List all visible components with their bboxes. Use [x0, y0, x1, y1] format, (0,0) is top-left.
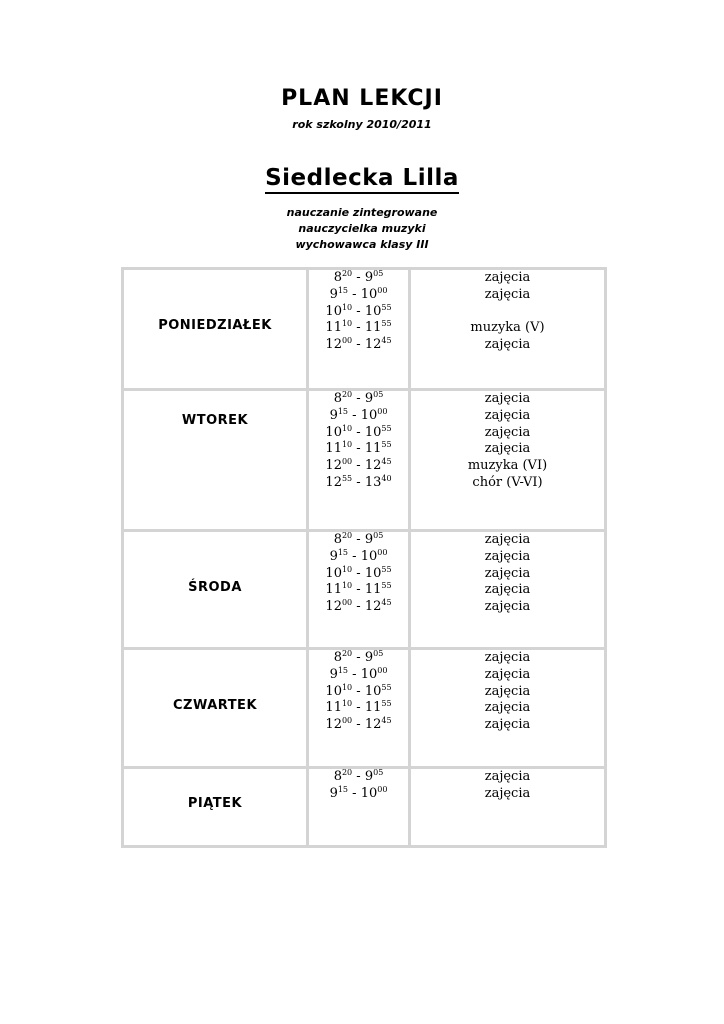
time-slot: $8^{20} - 9^{05}$: [333, 390, 384, 406]
slot-end-hour: 12: [364, 458, 382, 474]
day-row: [123, 390, 606, 531]
slot-end-minute: 00: [377, 285, 388, 295]
time-slot: $12^{00} - 12^{45}$: [325, 598, 392, 615]
subject-entry: zajęcia: [484, 270, 531, 285]
school-year: rok szkolny 2010/2011: [292, 118, 432, 131]
subject-entry: zajęcia: [484, 683, 531, 699]
time-slot: $12^{00} - 12^{45}$: [325, 457, 392, 474]
subject-entry: zajęcia: [484, 286, 531, 302]
slot-end-minute: 45: [381, 598, 392, 608]
slot-end-minute: 55: [381, 319, 392, 329]
slot-start-hour: 12: [325, 717, 342, 733]
slot-start-minute: 10: [341, 423, 353, 433]
slot-end-hour: 12: [364, 599, 382, 615]
slot-start-minute: 00: [341, 457, 353, 467]
slot-start-minute: 10: [341, 319, 353, 329]
subject-entry: zajęcia: [484, 785, 531, 801]
subject-entry: zajęcia: [484, 717, 531, 733]
slot-start-hour: 11: [325, 441, 342, 457]
day-label: CZWARTEK: [172, 698, 258, 713]
time-slot: $9^{15} - 10^{00}$: [329, 285, 388, 302]
slot-end-minute: 55: [381, 581, 392, 591]
slot-end-hour: 12: [364, 337, 382, 353]
slot-end-hour: 10: [364, 424, 382, 440]
teacher-roles: [0, 205, 724, 253]
slot-start-minute: 00: [341, 598, 353, 608]
slot-end-minute: 55: [381, 423, 392, 433]
subjects-cell: [410, 531, 606, 649]
slot-start-minute: 10: [341, 699, 353, 709]
time-slot: $12^{00} - 12^{45}$: [325, 336, 392, 353]
slot-start-hour: 12: [325, 474, 342, 490]
slot-start-minute: 15: [337, 547, 349, 557]
day-cell: [123, 649, 308, 768]
subjects-cell: [410, 649, 606, 768]
time-slot: $10^{10} - 10^{55}$: [325, 682, 392, 699]
slot-end-hour: 10: [364, 303, 382, 319]
slot-end-minute: 55: [381, 302, 392, 312]
day-row: [123, 531, 606, 649]
slot-start-minute: 00: [341, 336, 353, 346]
slot-start-minute: 15: [337, 285, 349, 295]
role-line: nauczycielka muzyki: [298, 222, 426, 235]
slot-start-minute: 20: [341, 768, 353, 777]
time-slot: $11^{10} - 11^{55}$: [325, 440, 392, 457]
slot-start-minute: 10: [341, 581, 353, 591]
slot-end-hour: 11: [364, 582, 382, 598]
subject-entry: zajęcia: [484, 769, 531, 784]
subject-entry: zajęcia: [484, 548, 531, 564]
slot-start-hour: 9: [329, 785, 338, 801]
slot-start-minute: 55: [341, 473, 353, 483]
slot-end-hour: 10: [360, 286, 378, 302]
slot-end-hour: 9: [364, 391, 374, 406]
time-slot: $9^{15} - 10^{00}$: [329, 665, 388, 682]
time-slot: $9^{15} - 10^{00}$: [329, 784, 388, 801]
subject-entry: zajęcia: [484, 582, 531, 598]
day-cell: [123, 531, 308, 649]
time-slot: $8^{20} - 9^{05}$: [333, 768, 384, 784]
slot-end-hour: 9: [364, 532, 374, 547]
slot-start-minute: 20: [341, 269, 353, 278]
slot-start-hour: 10: [325, 303, 342, 319]
slot-end-hour: 11: [364, 441, 382, 457]
slot-end-minute: 55: [381, 440, 392, 450]
day-label: PIĄTEK: [187, 796, 243, 811]
time-slot: $11^{10} - 11^{55}$: [325, 319, 392, 336]
subject-entry: zajęcia: [484, 391, 531, 406]
day-row: [123, 649, 606, 768]
time-slot: $8^{20} - 9^{05}$: [333, 269, 384, 285]
schedule-table: [121, 267, 607, 848]
slot-start-hour: 9: [329, 548, 338, 564]
slot-start-hour: 12: [325, 599, 342, 615]
slot-end-minute: 45: [381, 457, 392, 467]
slot-end-hour: 11: [364, 700, 382, 716]
subject-entry: zajęcia: [484, 532, 531, 547]
slot-end-hour: 9: [364, 650, 374, 665]
subject-entry: zajęcia: [484, 565, 531, 581]
time-slot: $12^{00} - 12^{45}$: [325, 716, 392, 733]
day-cell: [123, 768, 308, 847]
page-title: PLAN LEKCJI: [281, 86, 443, 111]
subject-entry: zajęcia: [484, 407, 531, 423]
slot-start-minute: 15: [337, 406, 349, 416]
slot-start-minute: 00: [341, 716, 353, 726]
subjects-cell: [410, 269, 606, 390]
subject-entry: zajęcia: [484, 666, 531, 682]
slot-end-minute: 55: [381, 682, 392, 692]
slot-start-hour: 8: [333, 391, 342, 406]
slot-start-hour: 11: [325, 320, 342, 336]
slot-end-minute: 00: [377, 547, 388, 557]
slot-start-hour: 12: [325, 337, 342, 353]
slot-end-minute: 00: [377, 784, 388, 794]
slot-start-hour: 11: [325, 582, 342, 598]
times-cell: [308, 531, 410, 649]
subjects-cell: [410, 768, 606, 847]
slot-end-minute: 05: [373, 531, 384, 540]
day-label: ŚRODA: [188, 580, 242, 595]
subject-entry: [411, 304, 604, 321]
time-slot: $10^{10} - 10^{55}$: [325, 423, 392, 440]
slot-end-minute: 45: [381, 336, 392, 346]
slot-start-hour: 9: [329, 407, 338, 423]
slot-end-minute: 55: [381, 564, 392, 574]
teacher-name: [0, 165, 724, 191]
slot-end-hour: 10: [360, 548, 378, 564]
subjects-cell: [410, 390, 606, 531]
slot-end-hour: 10: [364, 565, 382, 581]
slot-start-hour: 8: [333, 270, 342, 285]
subject-entry: zajęcia: [484, 700, 531, 716]
slot-end-hour: 12: [364, 717, 382, 733]
slot-end-hour: 10: [364, 683, 382, 699]
slot-end-minute: 05: [373, 768, 384, 777]
time-slot: $10^{10} - 10^{55}$: [325, 564, 392, 581]
slot-start-minute: 15: [337, 784, 349, 794]
time-slot: $9^{15} - 10^{00}$: [329, 547, 388, 564]
day-label: PONIEDZIAŁEK: [158, 318, 272, 333]
slot-end-hour: 13: [364, 474, 382, 490]
subject-entry: muzyka (VI): [467, 458, 548, 474]
slot-start-minute: 10: [341, 682, 353, 692]
time-slot: $9^{15} - 10^{00}$: [329, 406, 388, 423]
slot-end-minute: 05: [373, 649, 384, 658]
subject-entry: zajęcia: [484, 337, 531, 353]
slot-end-hour: 9: [364, 769, 374, 784]
day-row: [123, 768, 606, 847]
teacher-name-text: Siedlecka Lilla: [265, 165, 459, 194]
subject-entry: zajęcia: [484, 441, 531, 457]
day-row: [123, 269, 606, 390]
subject-entry: chór (V-VI): [472, 474, 543, 490]
slot-end-hour: 10: [360, 407, 378, 423]
subject-entry: zajęcia: [484, 424, 531, 440]
subject-entry: zajęcia: [484, 599, 531, 615]
slot-end-hour: 9: [364, 270, 374, 285]
slot-start-hour: 8: [333, 650, 342, 665]
slot-end-minute: 45: [381, 716, 392, 726]
slot-end-minute: 05: [373, 269, 384, 278]
time-slot: $11^{10} - 11^{55}$: [325, 581, 392, 598]
time-slot: $8^{20} - 9^{05}$: [333, 531, 384, 547]
slot-end-minute: 40: [381, 473, 392, 483]
day-label: WTOREK: [181, 413, 249, 428]
times-cell: [308, 269, 410, 390]
slot-start-hour: 12: [325, 458, 342, 474]
slot-start-hour: 8: [333, 769, 342, 784]
subject-entry: muzyka (V): [470, 320, 545, 336]
times-cell: [308, 649, 410, 768]
slot-start-minute: 10: [341, 302, 353, 312]
day-cell: [123, 390, 308, 531]
slot-start-hour: 10: [325, 565, 342, 581]
slot-start-hour: 8: [333, 532, 342, 547]
slot-start-hour: 10: [325, 683, 342, 699]
slot-start-minute: 15: [337, 665, 349, 675]
slot-start-hour: 9: [329, 286, 338, 302]
slot-start-minute: 10: [341, 440, 353, 450]
slot-end-hour: 10: [360, 785, 378, 801]
time-slot: $11^{10} - 11^{55}$: [325, 699, 392, 716]
role-line: nauczanie zintegrowane: [286, 206, 438, 219]
time-slot: $8^{20} - 9^{05}$: [333, 649, 384, 665]
slot-end-hour: 11: [364, 320, 382, 336]
slot-start-hour: 10: [325, 424, 342, 440]
times-cell: [308, 390, 410, 531]
slot-end-minute: 00: [377, 406, 388, 416]
slot-start-hour: 9: [329, 666, 338, 682]
slot-end-minute: 55: [381, 699, 392, 709]
slot-start-minute: 10: [341, 564, 353, 574]
slot-end-hour: 10: [360, 666, 378, 682]
role-line: wychowawca klasy III: [295, 238, 429, 251]
day-cell: [123, 269, 308, 390]
slot-start-minute: 20: [341, 649, 353, 658]
slot-start-minute: 20: [341, 390, 353, 399]
times-cell: [308, 768, 410, 847]
time-slot: $10^{10} - 10^{55}$: [325, 302, 392, 319]
subject-entry: zajęcia: [484, 650, 531, 665]
slot-start-minute: 20: [341, 531, 353, 540]
slot-end-minute: 05: [373, 390, 384, 399]
time-slot: $12^{55} - 13^{40}$: [325, 473, 392, 490]
slot-end-minute: 00: [377, 665, 388, 675]
slot-start-hour: 11: [325, 700, 342, 716]
